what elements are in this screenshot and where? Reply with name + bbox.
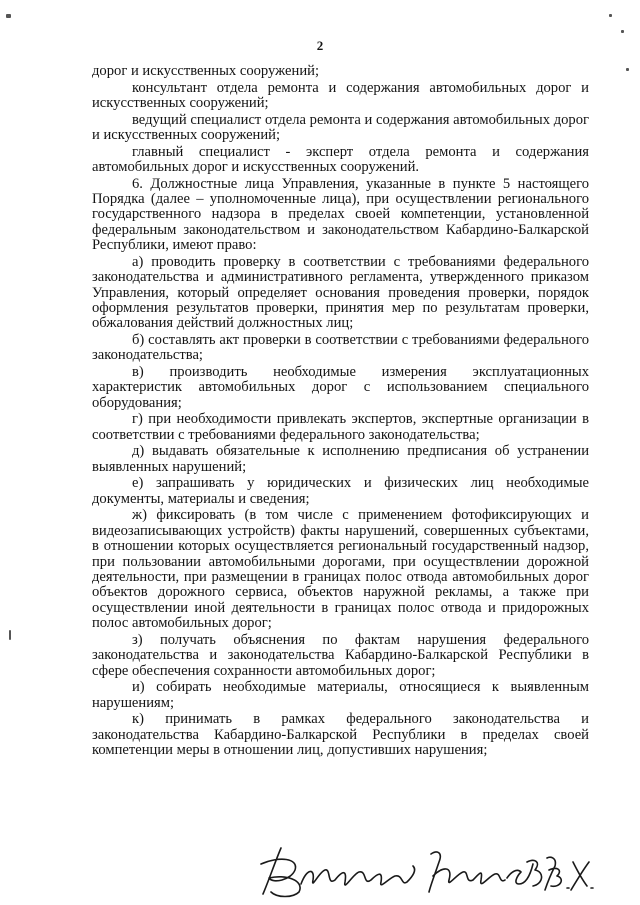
scan-speck <box>609 14 612 17</box>
scan-speck <box>6 14 11 18</box>
paragraph: ж) фиксировать (в том числе с применением фотофиксирующих и видеозаписывающих устройств) факты нарушений, совершенных субъектами, в отношении которых осуществляется региональный государственный надзор, при пользовании автомобильными дорогами, при осуществлении дорожной деятельности, при размещении в границах полос отвода автомобильных дорог объектов дорожного сервиса, объектов наружной рекламы, а также при осуществлении иной деятельности в границах полос отвода и придорожных полос автомобильных дорог; <box>92 507 589 632</box>
paragraph: з) получать объяснения по фактам нарушения федерального законодательства и законодательства Кабардино-Балкарской Республики в сфере обеспечения сохранности автомобильных дорог; <box>92 631 589 679</box>
paragraph: в) производить необходимые измерения эксплуатационных характеристик автомобильных дорог с использованием специального оборудования; <box>92 364 589 411</box>
scan-speck <box>626 68 629 71</box>
paragraph: е) запрашивать у юридических и физических лиц необходимые документы, материалы и сведения; <box>92 475 589 507</box>
paragraph: г) при необходимости привлекать экспертов, экспертные организации в соответствии с требованиями федерального законодательства; <box>92 411 589 443</box>
document-body <box>92 64 589 760</box>
paragraph: к) принимать в рамках федерального законодательства и законодательства Кабардино-Балкарской Республики в пределах своей компетенции меры в отношении лиц, допустивших нарушения; <box>92 711 589 759</box>
scan-speck <box>621 30 624 33</box>
paragraph: б) составлять акт проверки в соответствии с требованиями федерального законодательства; <box>92 332 589 364</box>
paragraph: консультант отдела ремонта и содержания автомобильных дорог и искусственных сооружений; <box>92 79 589 111</box>
paragraph: д) выдавать обязательные к исполнению предписания об устранении выявленных нарушений; <box>92 443 589 475</box>
handwritten-signature <box>255 840 595 900</box>
page-number: 2 <box>316 38 324 53</box>
paragraph: 6. Должностные лица Управления, указанные в пункте 5 настоящего Порядка (далее – уполномоченные лица), при осуществлении регионального государственного надзора в пределах своей компетенции, установленной федеральным законодательством и законодательством Кабардино-Балкарской Республики, имеют право: <box>92 175 589 254</box>
paragraph: ведущий специалист отдела ремонта и содержания автомобильных дорог и искусственных сооружений; <box>92 111 589 143</box>
paragraph: дорог и искусственных сооружений; <box>92 63 319 79</box>
paragraph: и) собирать необходимые материалы, относящиеся к выявленным нарушениям; <box>92 679 589 711</box>
paragraph: главный специалист - эксперт отдела ремонта и содержания автомобильных дорог и искусственных сооружений. <box>92 143 589 175</box>
scan-speck <box>9 630 11 640</box>
paragraph: а) проводить проверку в соответствии с требованиями федерального законодательства и административного регламента, утвержденного приказом Управления, который определяет основания проведения проверки, порядок оформления результатов проверки, принятия мер по результатам проверки, обжалования действий должностных лиц; <box>92 253 589 332</box>
